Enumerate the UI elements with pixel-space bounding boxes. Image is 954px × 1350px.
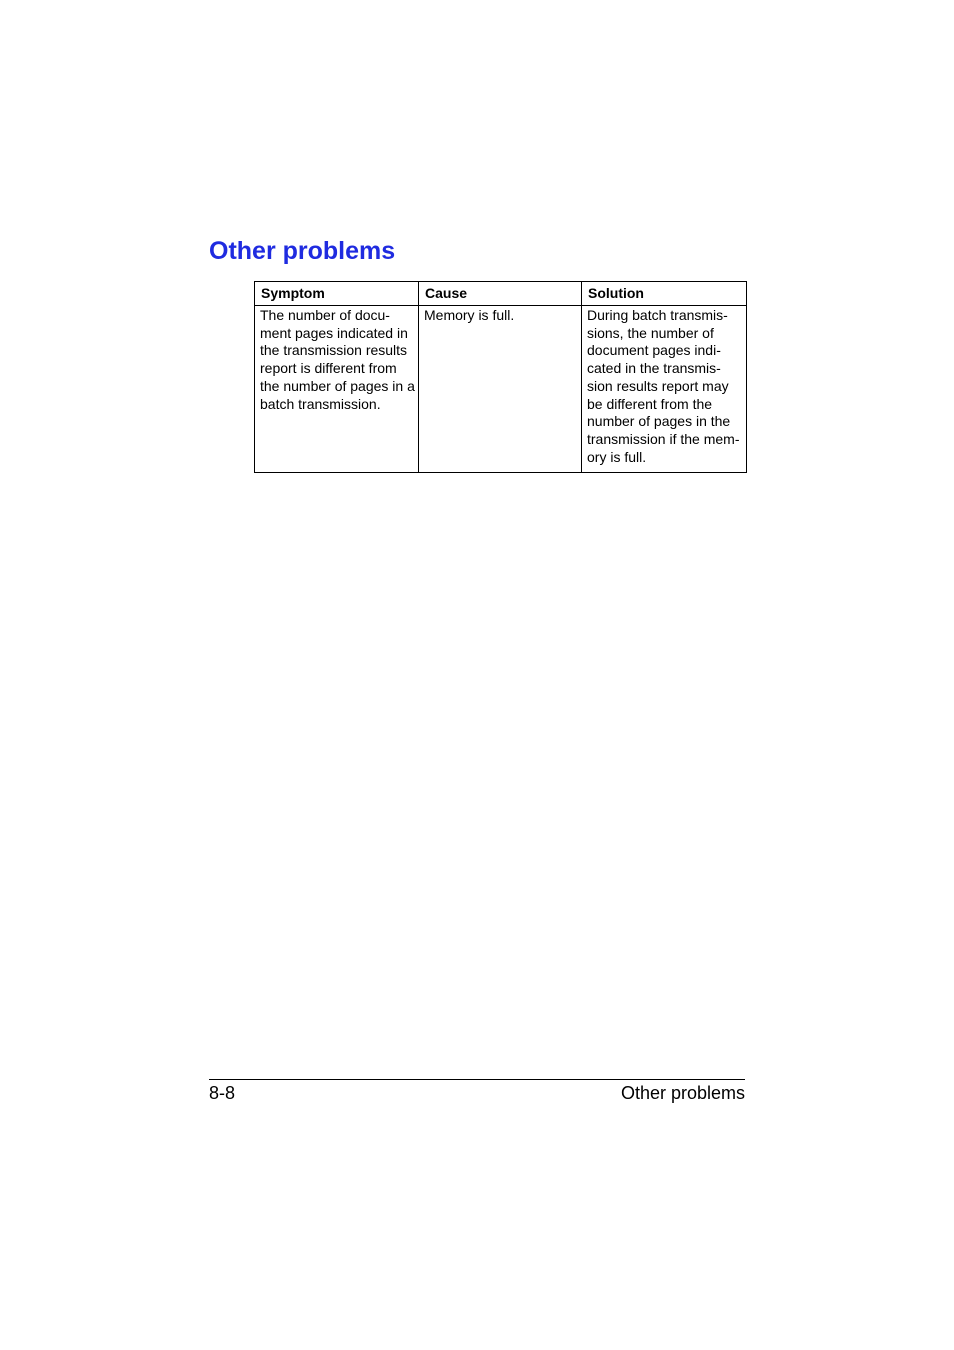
footer-page-number: 8-8 [209, 1083, 236, 1103]
footer-rule [209, 1079, 745, 1080]
column-header-symptom: Symptom [255, 282, 419, 306]
column-header-solution: Solution [582, 282, 747, 306]
symptom-text: The number of docu- ment pages indicated in the transmission results report is different from the number of pages in a batch transmission. [260, 307, 415, 412]
page-title: Other problems [209, 237, 396, 265]
solution-cell [582, 306, 747, 473]
column-header-cause: Cause [419, 282, 582, 306]
symptom-cell [255, 306, 419, 473]
table-row [255, 306, 747, 473]
footer-section-title: Other problems [620, 1083, 745, 1103]
table-header-row [255, 282, 747, 306]
cause-text: Memory is full. [424, 307, 515, 323]
troubleshooting-table [254, 281, 747, 473]
cause-cell [419, 306, 582, 473]
solution-text: During batch transmis- sions, the number of document pages indi- cated in the transmis- sion results report may be different from the number of pages in the transmission if the mem- ory is full. [587, 307, 740, 465]
